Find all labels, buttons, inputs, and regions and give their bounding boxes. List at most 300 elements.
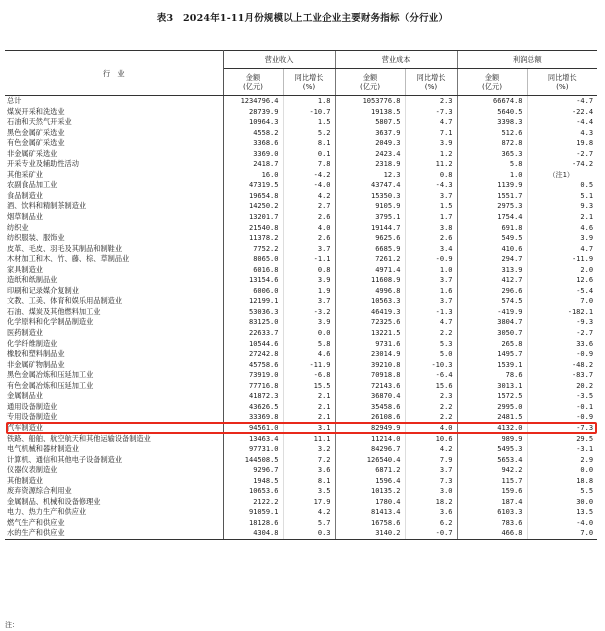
table-body [5,96,597,540]
revenue-growth-cell: 8.1 [283,138,335,149]
industry-name-cell: 造纸和纸制品业 [7,275,58,285]
industry-name-cell: 石油、煤炭及其他燃料加工业 [7,306,101,316]
industry-name-cell: 汽车制造业 [7,422,43,432]
revenue-amount-cell: 47319.5 [223,180,283,191]
industry-name-cell: 非金属矿采选业 [7,148,58,158]
profit-amount-cell: 3804.7 [457,317,527,328]
table-row [5,434,597,445]
table-row [5,328,597,339]
profit-growth-cell: 7.0 [527,296,597,307]
cost-amount-cell: 4996.8 [335,286,405,297]
revenue-growth-cell: 0.0 [283,328,335,339]
table-row [5,191,597,202]
revenue-amount-cell: 1234796.4 [223,96,283,107]
profit-amount-cell: 989.9 [457,434,527,445]
profit-amount-cell: 412.7 [457,275,527,286]
revenue-growth-cell: 0.8 [283,265,335,276]
cost-growth-cell: -0.7 [405,528,457,539]
cost-amount-cell: 12.3 [335,170,405,181]
revenue-growth-cell: 2.1 [283,391,335,402]
profit-amount-cell: 1495.7 [457,349,527,360]
revenue-amount-cell: 43626.5 [223,402,283,413]
profit-growth-cell: -3.1 [527,444,597,455]
industry-header: 行 业 [5,51,223,96]
profit-amount-cell: 6103.3 [457,507,527,518]
cost-amount-cell: 70918.8 [335,370,405,381]
revenue-growth-cell: 5.2 [283,128,335,139]
table-row [5,465,597,476]
industry-name-cell: 废弃资源综合利用业 [7,486,72,496]
revenue-amount-cell: 13201.7 [223,212,283,223]
cost-growth-cell: 4.7 [405,317,457,328]
revenue-amount-cell: 7752.2 [223,244,283,255]
table-row [5,349,597,360]
industry-name-cell: 纺织业 [7,222,29,232]
revenue-amount-cell: 11378.2 [223,233,283,244]
table-row [5,96,597,107]
table-row [5,518,597,529]
profit-amount-cell: 2995.0 [457,402,527,413]
revenue-growth-cell: 3.2 [283,444,335,455]
revenue-header: 营业收入 [223,51,335,69]
cost-amount-cell: 3637.9 [335,128,405,139]
industry-name-cell: 纺织服装、服饰业 [7,233,65,243]
industry-name-cell: 医药制造业 [7,328,43,338]
industry-name-cell: 有色金属矿采选业 [7,138,65,148]
cost-amount-cell: 9105.9 [335,201,405,212]
cost-amount-cell: 13221.5 [335,328,405,339]
profit-growth-cell: 2.9 [527,455,597,466]
cost-growth-cell: 4.7 [405,117,457,128]
revenue-amount-cell: 94561.0 [223,423,283,434]
cost-amount-cell: 11608.9 [335,275,405,286]
profit-amount-cell: 410.6 [457,244,527,255]
table-row [5,370,597,381]
profit-growth-cell: 18.8 [527,476,597,487]
cost-amount-header: 金额 (亿元) [335,69,405,96]
profit-amount-cell: 1754.4 [457,212,527,223]
cost-amount-cell: 126540.4 [335,455,405,466]
industry-name-cell: 煤炭开采和洗选业 [7,106,65,116]
industry-name-cell: 酒、饮料和精制茶制造业 [7,201,87,211]
cost-growth-cell: 1.2 [405,149,457,160]
profit-amount-cell: 5640.5 [457,107,527,118]
profit-growth-cell: 7.0 [527,528,597,539]
cost-amount-cell: 9731.6 [335,339,405,350]
profit-amount-cell: 1539.1 [457,360,527,371]
revenue-amount-cell: 33369.8 [223,412,283,423]
cost-amount-cell: 35458.6 [335,402,405,413]
table-row [5,233,597,244]
table-row [5,412,597,423]
cost-amount-cell: 7261.2 [335,254,405,265]
table-row [5,296,597,307]
table-row [5,423,597,434]
profit-amount-cell: 296.6 [457,286,527,297]
cost-growth-cell: -4.3 [405,180,457,191]
profit-growth-cell: -48.2 [527,360,597,371]
cost-amount-cell: 43747.4 [335,180,405,191]
cost-growth-cell: 2.2 [405,328,457,339]
profit-growth-cell: -2.7 [527,149,597,160]
cost-growth-cell: 1.5 [405,201,457,212]
cost-amount-cell: 36870.4 [335,391,405,402]
table-row [5,476,597,487]
table-row [5,444,597,455]
revenue-amount-cell: 91059.1 [223,507,283,518]
industry-name-cell: 黑色金属矿采选业 [7,127,65,137]
profit-growth-cell: 0.0 [527,465,597,476]
cost-growth-cell: 2.6 [405,233,457,244]
cost-amount-cell: 39210.8 [335,360,405,371]
table-row [5,138,597,149]
revenue-growth-cell: 2.7 [283,201,335,212]
profit-amount-cell: 3050.7 [457,328,527,339]
table-row [5,107,597,118]
revenue-growth-cell: 7.8 [283,159,335,170]
revenue-amount-cell: 144508.5 [223,455,283,466]
revenue-growth-cell: 3.5 [283,486,335,497]
cost-amount-cell: 72143.6 [335,381,405,392]
table-row [5,391,597,402]
profit-growth-cell: 4.3 [527,128,597,139]
cost-growth-cell: 3.8 [405,223,457,234]
table-row [5,507,597,518]
revenue-growth-cell: 2.6 [283,233,335,244]
revenue-growth-cell: 2.1 [283,412,335,423]
cost-amount-cell: 16758.6 [335,518,405,529]
industry-name-cell: 化学纤维制造业 [7,338,58,348]
cost-amount-cell: 2423.4 [335,149,405,160]
profit-amount-cell: 2481.5 [457,412,527,423]
cost-amount-cell: 15350.3 [335,191,405,202]
profit-amount-cell: 942.2 [457,465,527,476]
industry-name-cell: 化学原料和化学制品制造业 [7,317,94,327]
cost-amount-cell: 9625.6 [335,233,405,244]
industry-name-cell: 木材加工和木、竹、藤、棕、草制品业 [7,254,130,264]
profit-amount-cell: 159.6 [457,486,527,497]
industry-name-cell: 皮革、毛皮、羽毛及其制品和制鞋业 [7,243,123,253]
industry-name-cell: 计算机、通信和其他电子设备制造业 [7,454,123,464]
profit-amount-cell: 1551.7 [457,191,527,202]
cost-growth-cell: 3.0 [405,486,457,497]
profit-amount-cell: 1.0 [457,170,527,181]
revenue-amount-cell: 73919.0 [223,370,283,381]
revenue-growth-cell: 1.5 [283,117,335,128]
table-row [5,497,597,508]
cost-growth-cell: 3.9 [405,138,457,149]
table-row [5,212,597,223]
revenue-growth-cell: 3.7 [283,244,335,255]
cost-amount-cell: 6871.2 [335,465,405,476]
cost-growth-cell: 3.7 [405,296,457,307]
revenue-amount-cell: 2122.2 [223,497,283,508]
profit-amount-cell: -419.9 [457,307,527,318]
revenue-amount-cell: 12199.1 [223,296,283,307]
cost-amount-cell: 3140.2 [335,528,405,539]
industry-name-cell: 金属制品、机械和设备修理业 [7,496,101,506]
profit-growth-header: 同比增长 (%) [527,69,597,96]
profit-amount-cell: 2975.3 [457,201,527,212]
cost-growth-cell: 5.0 [405,349,457,360]
profit-growth-cell: 5.1 [527,191,597,202]
profit-amount-cell: 78.6 [457,370,527,381]
profit-growth-cell: -0.1 [527,402,597,413]
profit-header: 利润总额 [457,51,597,69]
table-row [5,455,597,466]
industry-name-cell: 总计 [7,96,22,105]
table-row [5,528,597,539]
revenue-amount-cell: 10544.6 [223,339,283,350]
cost-amount-cell: 5807.5 [335,117,405,128]
revenue-amount-cell: 1948.5 [223,476,283,487]
profit-amount-cell: 265.8 [457,339,527,350]
revenue-growth-cell: 0.1 [283,149,335,160]
footnote: 注： [5,621,19,629]
revenue-growth-cell: -10.7 [283,107,335,118]
table-row [5,307,597,318]
industry-name-cell: 有色金属冶炼和压延加工业 [7,380,94,390]
revenue-growth-cell: -1.1 [283,254,335,265]
revenue-amount-cell: 21540.8 [223,223,283,234]
revenue-growth-cell: 0.3 [283,528,335,539]
profit-growth-cell: 12.6 [527,275,597,286]
profit-growth-cell: 4.7 [527,244,597,255]
profit-amount-cell: 3398.3 [457,117,527,128]
cost-growth-cell: 3.7 [405,275,457,286]
profit-growth-cell: -7.3 [527,423,597,434]
table-row [5,275,597,286]
table-row [5,265,597,276]
revenue-amount-cell: 6016.8 [223,265,283,276]
industry-name-cell: 其他采矿业 [7,169,43,179]
table-row [5,381,597,392]
profit-growth-cell: -5.4 [527,286,597,297]
cost-growth-cell: 7.9 [405,455,457,466]
profit-amount-cell: 549.5 [457,233,527,244]
revenue-growth-cell: 4.6 [283,349,335,360]
revenue-amount-cell: 2418.7 [223,159,283,170]
profit-amount-cell: 1139.9 [457,180,527,191]
revenue-growth-cell: -4.0 [283,180,335,191]
revenue-amount-header: 金额 (亿元) [223,69,283,96]
cost-growth-cell: -1.3 [405,307,457,318]
industry-name-cell: 农副食品加工业 [7,180,58,190]
cost-growth-cell: 1.7 [405,212,457,223]
industry-name-cell: 家具制造业 [7,264,43,274]
cost-amount-cell: 11214.0 [335,434,405,445]
table-row [5,254,597,265]
profit-amount-cell: 313.9 [457,265,527,276]
profit-amount-cell: 1572.5 [457,391,527,402]
profit-growth-cell: -4.4 [527,117,597,128]
cost-growth-cell: 11.2 [405,159,457,170]
cost-growth-cell: 2.2 [405,412,457,423]
profit-growth-cell: -0.9 [527,412,597,423]
cost-amount-cell: 72325.6 [335,317,405,328]
profit-growth-cell: -182.1 [527,307,597,318]
industry-name-cell: 文教、工美、体育和娱乐用品制造业 [7,296,123,306]
table-row [5,360,597,371]
cost-amount-cell: 82949.9 [335,423,405,434]
revenue-growth-cell: 3.9 [283,317,335,328]
revenue-growth-cell: 2.1 [283,402,335,413]
cost-growth-cell: 3.4 [405,244,457,255]
revenue-amount-cell: 4304.8 [223,528,283,539]
profit-amount-cell: 115.7 [457,476,527,487]
cost-growth-cell: 5.3 [405,339,457,350]
industry-name-cell: 燃气生产和供应业 [7,517,65,527]
revenue-growth-cell: 2.6 [283,212,335,223]
revenue-amount-cell: 3368.6 [223,138,283,149]
cost-amount-cell: 10563.3 [335,296,405,307]
profit-growth-cell: -83.7 [527,370,597,381]
profit-amount-cell: 5.8 [457,159,527,170]
cost-growth-cell: -6.4 [405,370,457,381]
profit-growth-cell: -2.7 [527,328,597,339]
profit-amount-cell: 783.6 [457,518,527,529]
profit-amount-cell: 3013.1 [457,381,527,392]
cost-amount-cell: 23014.9 [335,349,405,360]
cost-amount-cell: 4971.4 [335,265,405,276]
revenue-amount-cell: 83125.0 [223,317,283,328]
revenue-amount-cell: 8065.0 [223,254,283,265]
table-row [5,170,597,181]
cost-growth-cell: 2.3 [405,96,457,107]
profit-growth-cell: 9.3 [527,201,597,212]
cost-amount-cell: 1780.4 [335,497,405,508]
cost-growth-cell: 15.6 [405,381,457,392]
industry-name-cell: 橡胶和塑料制品业 [7,349,65,359]
cost-amount-cell: 84296.7 [335,444,405,455]
profit-amount-cell: 187.4 [457,497,527,508]
table-row [5,149,597,160]
revenue-amount-cell: 28739.9 [223,107,283,118]
table-row [5,317,597,328]
profit-growth-cell: 5.5 [527,486,597,497]
revenue-growth-cell: 3.7 [283,296,335,307]
revenue-growth-cell: 17.9 [283,497,335,508]
cost-amount-cell: 10135.2 [335,486,405,497]
profit-amount-cell: 4132.0 [457,423,527,434]
financial-indicators-table [5,50,597,540]
profit-growth-cell: 2.1 [527,212,597,223]
revenue-growth-cell: -4.2 [283,170,335,181]
revenue-growth-cell: 4.2 [283,191,335,202]
cost-growth-cell: -7.3 [405,107,457,118]
revenue-growth-cell: 8.1 [283,476,335,487]
industry-name-cell: 通用设备制造业 [7,401,58,411]
profit-amount-cell: 691.8 [457,223,527,234]
industry-name-cell: 印刷和记录媒介复制业 [7,285,79,295]
cost-growth-cell: 6.2 [405,518,457,529]
profit-growth-cell: （注1） [527,170,597,181]
profit-growth-cell: -0.9 [527,349,597,360]
cost-growth-cell: 10.6 [405,434,457,445]
cost-amount-cell: 46419.3 [335,307,405,318]
table-row [5,223,597,234]
cost-amount-cell: 1053776.8 [335,96,405,107]
revenue-amount-cell: 4558.2 [223,128,283,139]
revenue-growth-cell: -3.2 [283,307,335,318]
cost-amount-cell: 26108.6 [335,412,405,423]
profit-growth-cell: 30.0 [527,497,597,508]
table-title: 表3 2024年1-11月份规模以上工业企业主要财务指标（分行业） [156,13,449,24]
revenue-amount-cell: 53036.3 [223,307,283,318]
profit-growth-cell: 20.2 [527,381,597,392]
profit-amount-cell: 466.8 [457,528,527,539]
revenue-growth-cell: 5.8 [283,339,335,350]
profit-amount-cell: 294.7 [457,254,527,265]
cost-growth-cell: 4.2 [405,444,457,455]
table-row [5,486,597,497]
profit-amount-cell: 365.3 [457,149,527,160]
profit-growth-cell: 13.5 [527,507,597,518]
table-row [5,402,597,413]
profit-growth-cell: -9.3 [527,317,597,328]
revenue-amount-cell: 41872.3 [223,391,283,402]
profit-growth-cell: -4.0 [527,518,597,529]
industry-name-cell: 电气机械和器材制造业 [7,444,79,454]
revenue-growth-header: 同比增长 (%) [283,69,335,96]
table-row [5,159,597,170]
profit-amount-cell: 5495.3 [457,444,527,455]
industry-name-cell: 电力、热力生产和供应业 [7,507,87,517]
cost-growth-header: 同比增长 (%) [405,69,457,96]
revenue-amount-cell: 16.0 [223,170,283,181]
profit-amount-header: 金额 (亿元) [457,69,527,96]
cost-amount-cell: 2049.3 [335,138,405,149]
table-row [5,201,597,212]
industry-name-cell: 开采专业及辅助性活动 [7,159,79,169]
cost-growth-cell: 2.2 [405,402,457,413]
revenue-growth-cell: 3.9 [283,275,335,286]
revenue-growth-cell: 5.7 [283,518,335,529]
profit-growth-cell: 19.8 [527,138,597,149]
table-row [5,286,597,297]
profit-growth-cell: 29.5 [527,434,597,445]
cost-amount-cell: 6685.9 [335,244,405,255]
cost-growth-cell: -0.9 [405,254,457,265]
profit-growth-cell: 0.5 [527,180,597,191]
cost-growth-cell: -10.3 [405,360,457,371]
revenue-growth-cell: 3.6 [283,465,335,476]
cost-header: 营业成本 [335,51,457,69]
profit-amount-cell: 66674.8 [457,96,527,107]
cost-growth-cell: 1.0 [405,265,457,276]
revenue-growth-cell: -6.8 [283,370,335,381]
revenue-growth-cell: 1.9 [283,286,335,297]
revenue-growth-cell: 4.0 [283,223,335,234]
profit-growth-cell: -11.9 [527,254,597,265]
cost-amount-cell: 1596.4 [335,476,405,487]
profit-amount-cell: 5653.4 [457,455,527,466]
industry-name-cell: 金属制品业 [7,391,43,401]
revenue-growth-cell: 11.1 [283,434,335,445]
revenue-amount-cell: 14250.2 [223,201,283,212]
table-row [5,180,597,191]
profit-amount-cell: 574.5 [457,296,527,307]
revenue-amount-cell: 10964.3 [223,117,283,128]
revenue-amount-cell: 3369.0 [223,149,283,160]
profit-growth-cell: 33.6 [527,339,597,350]
industry-name-cell: 铁路、船舶、航空航天和其他运输设备制造业 [7,433,151,443]
cost-amount-cell: 19144.7 [335,223,405,234]
cost-growth-cell: 7.1 [405,128,457,139]
cost-growth-cell: 2.3 [405,391,457,402]
revenue-growth-cell: 7.2 [283,455,335,466]
revenue-amount-cell: 97731.0 [223,444,283,455]
